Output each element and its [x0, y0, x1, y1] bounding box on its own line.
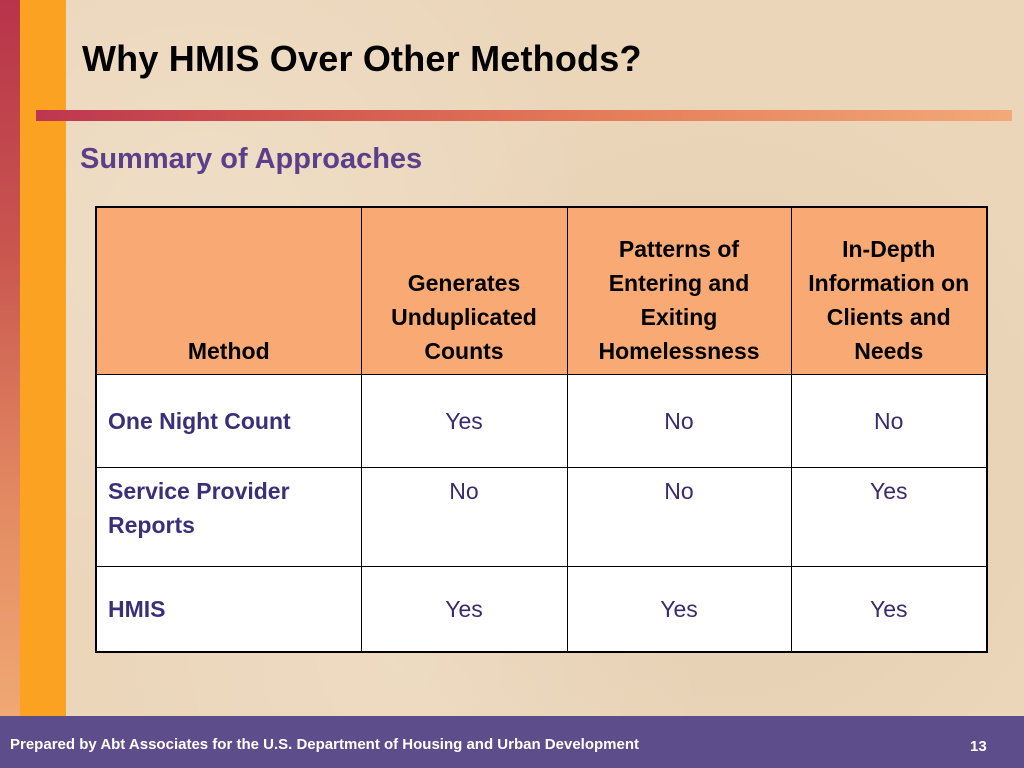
header-unduplicated-counts: Generates Unduplicated Counts: [361, 207, 567, 375]
row-method-label: HMIS: [96, 567, 361, 653]
table-cell: Yes: [361, 567, 567, 653]
table-cell: No: [361, 468, 567, 567]
approaches-table: [95, 206, 988, 653]
table-row: [96, 468, 987, 567]
row-method-label: Service Provider Reports: [96, 468, 361, 567]
slide-footer: [0, 716, 1024, 768]
title-underline-rule: [36, 110, 1012, 121]
footer-attribution: Prepared by Abt Associates for the U.S. Department of Housing and Urban Development: [10, 736, 639, 753]
slide-title: Why HMIS Over Other Methods?: [82, 38, 642, 79]
table-cell: No: [791, 375, 987, 468]
table-cell: Yes: [791, 567, 987, 653]
header-method: Method: [96, 207, 361, 375]
slide-subtitle: Summary of Approaches: [80, 143, 423, 175]
table-row: [96, 375, 987, 468]
table-cell: Yes: [791, 468, 987, 567]
table-cell: No: [567, 468, 791, 567]
row-method-label: One Night Count: [96, 375, 361, 468]
left-accent-bar-red: [0, 0, 20, 716]
table-header-row: [96, 207, 987, 375]
table-row: [96, 567, 987, 653]
header-entering-exiting-patterns: Patterns of Entering and Exiting Homelessness: [567, 207, 791, 375]
table-cell: No: [567, 375, 791, 468]
left-accent-bar-orange: [20, 0, 66, 716]
header-client-needs-info: In-Depth Information on Clients and Needs: [791, 207, 987, 375]
page-number: 13: [970, 738, 987, 755]
table-cell: Yes: [361, 375, 567, 468]
table-cell: Yes: [567, 567, 791, 653]
